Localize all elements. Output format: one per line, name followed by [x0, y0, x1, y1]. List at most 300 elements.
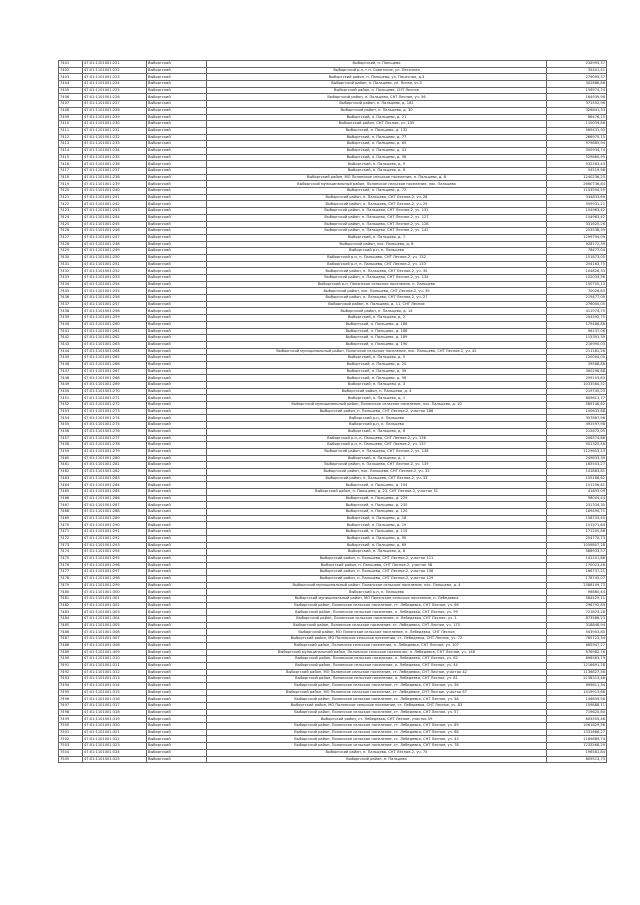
- district-cell: Выборгский: [147, 509, 207, 516]
- cadastral-value-cell: 1189889,74: [547, 736, 607, 743]
- address-cell: Выборгский, п. Пальцево, д. 65: [207, 141, 547, 148]
- table-row: [59, 723, 607, 730]
- cadastral-value-cell: 170023,46: [547, 562, 607, 569]
- cadastral-value-cell: 699611,34: [547, 682, 607, 689]
- address-cell: Выборгский район, Полянское сельское поселение, ст. Лебедевка, СНТ Лесное, уч. 78: [207, 743, 547, 750]
- row-number-cell: 7452: [59, 402, 83, 409]
- cadastral-value-cell: 154963,42: [547, 214, 607, 221]
- cadastral-value-cell: 809611,77: [547, 395, 607, 402]
- cadastral-value-cell: 1233568,29: [547, 743, 607, 750]
- table-row: [59, 301, 607, 308]
- row-number-cell: 7475: [59, 555, 83, 562]
- table-row: [59, 756, 607, 763]
- address-cell: Выборгский р-н, п. Пальцево, СНТ Лесное-2, уч. 137: [207, 442, 547, 449]
- cadastral-number-cell: 47:01:1101001:296: [83, 562, 147, 569]
- cadastral-value-cell: 1419913,66: [547, 689, 607, 696]
- address-cell: Выборгский район, п. Пальцево, СНТ Лесное-2, уч. 128: [207, 221, 547, 228]
- table-row: [59, 341, 607, 348]
- row-number-cell: 7416: [59, 161, 83, 168]
- address-cell: Выборгский, п. Пальцево, д. 90: [207, 535, 547, 542]
- address-cell: Выборгский район, п. Пальцево, СНТ Лесное-2, уч. 35: [207, 268, 547, 275]
- cadastral-value-cell: 41893,09: [547, 489, 607, 496]
- district-cell: Выборгский: [147, 188, 207, 195]
- cadastral-value-cell: 100633,88: [547, 408, 607, 415]
- table-row: [59, 147, 607, 154]
- district-cell: Выборгский: [147, 221, 207, 228]
- address-cell: Выборгский, п. Пальцево, д. 132: [207, 127, 547, 134]
- table-row: [59, 482, 607, 489]
- cadastral-number-cell: 47:01:1101001:226: [83, 94, 147, 101]
- row-number-cell: 7421: [59, 194, 83, 201]
- row-number-cell: 7435: [59, 288, 83, 295]
- cadastral-value-cell: 234993,37: [547, 61, 607, 68]
- cadastral-number-cell: 47:01:1101001:321: [83, 729, 147, 736]
- cadastral-value-cell: 279095,37: [547, 74, 607, 81]
- address-cell: Выборгский, п. Пальцево, д. 56: [207, 375, 547, 382]
- row-number-cell: 7434: [59, 281, 83, 288]
- row-number-cell: 7441: [59, 328, 83, 335]
- cadastral-number-cell: 47:01:1101001:235: [83, 154, 147, 161]
- row-number-cell: 7417: [59, 168, 83, 175]
- cadastral-value-cell: 151571,64: [547, 522, 607, 529]
- row-number-cell: 7405: [59, 87, 83, 94]
- district-cell: Выборгский: [147, 375, 207, 382]
- district-cell: Выборгский: [147, 194, 207, 201]
- district-cell: Выборгский: [147, 656, 207, 663]
- district-cell: Выборгский: [147, 81, 207, 88]
- cadastral-value-cell: 785723,34: [547, 636, 607, 643]
- cadastral-number-cell: 47:01:1101001:283: [83, 475, 147, 482]
- row-number-cell: 7438: [59, 308, 83, 315]
- address-cell: Выборгский район, п. Пальцево, СНТ Лесное-2, уч. 127: [207, 214, 547, 221]
- table-row: [59, 328, 607, 335]
- cadastral-number-cell: 47:01:1101001:257: [83, 301, 147, 308]
- cadastral-number-cell: 47:01:1101001:313: [83, 676, 147, 683]
- cadastral-value-cell: 219477,09: [547, 295, 607, 302]
- row-number-cell: 7409: [59, 114, 83, 121]
- district-cell: Выборгский: [147, 321, 207, 328]
- district-cell: Выборгский: [147, 154, 207, 161]
- cadastral-number-cell: 47:01:1101001:320: [83, 723, 147, 730]
- cadastral-value-cell: 159166,62: [547, 475, 607, 482]
- address-cell: Выборгский, п. Пальцево, д. 1: [207, 395, 547, 402]
- cadastral-number-cell: 47:01:1101001:288: [83, 509, 147, 516]
- address-cell: Выборгский, п. Пальцево, д. 19: [207, 522, 547, 529]
- table-row: [59, 254, 607, 261]
- table-row: [59, 201, 607, 208]
- address-cell: Выборгский район, п. Пальцево, д. 23, СНТ Лесное-2, участок 31: [207, 489, 547, 496]
- address-cell: Выборгский район, Полянское сельское поселение, ст. Лебедевка, СНТ Лесное, уч. 36: [207, 682, 547, 689]
- row-number-cell: 7458: [59, 442, 83, 449]
- cadastral-number-cell: 47:01:1101001:237: [83, 168, 147, 175]
- cadastral-number-cell: 47:01:1101001:318: [83, 709, 147, 716]
- cadastral-number-cell: 47:01:1101001:221: [83, 61, 147, 68]
- row-number-cell: 7430: [59, 254, 83, 261]
- cadastral-number-cell: 47:01:1101001:281: [83, 462, 147, 469]
- table-row: [59, 709, 607, 716]
- cadastral-number-cell: 47:01:1101001:252: [83, 268, 147, 275]
- table-row: [59, 107, 607, 114]
- row-number-cell: 7472: [59, 535, 83, 542]
- table-row: [59, 402, 607, 409]
- table-row: [59, 562, 607, 569]
- cadastral-value-cell: 543903,80: [547, 629, 607, 636]
- cadastral-value-cell: 259103,83: [547, 375, 607, 382]
- district-cell: Выборгский: [147, 729, 207, 736]
- district-cell: Выборгский: [147, 181, 207, 188]
- district-cell: Выборгский: [147, 388, 207, 395]
- district-cell: Выборгский: [147, 448, 207, 455]
- address-cell: Выборгский район, п. Пальцево, д. 11, СНТ Лесное: [207, 301, 547, 308]
- row-number-cell: 7494: [59, 682, 83, 689]
- district-cell: Выборгский: [147, 569, 207, 576]
- row-number-cell: 7406: [59, 94, 83, 101]
- district-cell: Выборгский: [147, 629, 207, 636]
- cadastral-value-cell: 211181,26: [547, 348, 607, 355]
- district-cell: Выборгский: [147, 74, 207, 81]
- cadastral-value-cell: 254163,75: [547, 261, 607, 268]
- district-cell: Выборгский: [147, 468, 207, 475]
- row-number-cell: 7425: [59, 221, 83, 228]
- row-number-cell: 7448: [59, 375, 83, 382]
- district-cell: Выборгский: [147, 475, 207, 482]
- cadastral-number-cell: 47:01:1101001:243: [83, 208, 147, 215]
- address-cell: Выборгский муниципальный район, Полянское сельское поселение, пос. Пальцево, д. 4: [207, 582, 547, 589]
- cadastral-number-cell: 47:01:1101001:284: [83, 482, 147, 489]
- district-cell: Выборгский: [147, 275, 207, 282]
- district-cell: Выборгский: [147, 208, 207, 215]
- address-cell: Выборгский район, п. Пальцево, ул. Ясная, уч.5: [207, 81, 547, 88]
- cadastral-number-cell: 47:01:1101001:261: [83, 328, 147, 335]
- cadastral-value-cell: 164939,98: [547, 94, 607, 101]
- address-cell: Выборгский р-н, п. Пальцево: [207, 589, 547, 596]
- cadastral-value-cell: 35401,51: [547, 67, 607, 74]
- row-number-cell: 7492: [59, 669, 83, 676]
- address-cell: Выборгский район, Полянское сельское поселение, ст. Лебедевка, СНТ Лесное, уч. 38: [207, 696, 547, 703]
- table-row: [59, 622, 607, 629]
- district-cell: Выборгский: [147, 147, 207, 154]
- cadastral-number-cell: 47:01:1101001:230: [83, 121, 147, 128]
- address-cell: Выборгский район, МО Полянское сельское поселение, п. Пальцево, д. 8: [207, 174, 547, 181]
- district-cell: Выборгский: [147, 214, 207, 221]
- district-cell: Выборгский: [147, 261, 207, 268]
- table-row: [59, 348, 607, 355]
- district-cell: Выборгский: [147, 682, 207, 689]
- district-cell: Выборгский: [147, 174, 207, 181]
- cadastral-number-cell: 47:01:1101001:287: [83, 502, 147, 509]
- table-row: [59, 602, 607, 609]
- district-cell: Выборгский: [147, 562, 207, 569]
- district-cell: Выборгский: [147, 602, 207, 609]
- row-number-cell: 7483: [59, 609, 83, 616]
- district-cell: Выборгский: [147, 542, 207, 549]
- cadastral-number-cell: 47:01:1101001:232: [83, 134, 147, 141]
- cadastral-number-cell: 47:01:1101001:292: [83, 535, 147, 542]
- district-cell: Выборгский: [147, 422, 207, 429]
- row-number-cell: 7473: [59, 542, 83, 549]
- cadastral-value-cell: 411974,75: [547, 308, 607, 315]
- cadastral-value-cell: 1216691,28: [547, 662, 607, 669]
- cadastral-number-cell: 47:01:1101001:236: [83, 161, 147, 168]
- row-number-cell: 7502: [59, 736, 83, 743]
- district-cell: Выборгский: [147, 529, 207, 536]
- address-cell: Выборгский, п. Пальцево, д. 69: [207, 542, 547, 549]
- table-row: [59, 549, 607, 556]
- district-cell: Выборгский: [147, 234, 207, 241]
- district-cell: Выборгский: [147, 555, 207, 562]
- table-row: [59, 382, 607, 389]
- address-cell: Выборгский район, п. Пальцево, СНТ Лесное-2, уч. 131: [207, 208, 547, 215]
- cadastral-value-cell: 318848,94: [547, 622, 607, 629]
- cadastral-value-cell: 70026,85: [547, 288, 607, 295]
- row-number-cell: 7482: [59, 602, 83, 609]
- district-cell: Выборгский: [147, 609, 207, 616]
- address-cell: Выборгский р-н, п. Пальцево, СНТ Лесное-2, уч. 133: [207, 261, 547, 268]
- cadastral-value-cell: 532263,44: [547, 161, 607, 168]
- row-number-cell: 7455: [59, 422, 83, 429]
- cadastral-number-cell: 47:01:1101001:272: [83, 402, 147, 409]
- address-cell: Выборгский район, МО Полянское сельское поселение, п. Лебедевка, СНТ Лесное: [207, 629, 547, 636]
- table-row: [59, 87, 607, 94]
- row-number-cell: 7447: [59, 368, 83, 375]
- address-cell: Выборгский район, Полянское сельское поселение, п. Лебедевка, СНТ Лесное, уч. 44: [207, 662, 547, 669]
- district-cell: Выборгский: [147, 589, 207, 596]
- district-cell: Выборгский: [147, 402, 207, 409]
- table-row: [59, 616, 607, 623]
- cadastral-number-cell: 47:01:1101001:307: [83, 636, 147, 643]
- district-cell: Выборгский: [147, 341, 207, 348]
- address-cell: Выборгский район, п. Пальцево, д. 4: [207, 388, 547, 395]
- cadastral-value-cell: 576982,76: [547, 649, 607, 656]
- cadastral-value-cell: 685947,27: [547, 642, 607, 649]
- cadastral-number-cell: 47:01:1101001:299: [83, 582, 147, 589]
- table-row: [59, 589, 607, 596]
- cadastral-number-cell: 47:01:1101001:229: [83, 114, 147, 121]
- cadastral-value-cell: 357887,96: [547, 415, 607, 422]
- address-cell: Выборгский р-н, п. Пальцево: [207, 422, 547, 429]
- address-cell: Выборгский район, Полянское сельское поселение, п. Лебедевка, СНТ Лесное, уч. 99: [207, 609, 547, 616]
- table-row: [59, 649, 607, 656]
- district-cell: Выборгский: [147, 716, 207, 723]
- table-row: [59, 682, 607, 689]
- address-cell: Выборгский район, п. Пальцево, СНТ Лесное-2, уч. 74: [207, 749, 547, 756]
- cadastral-value-cell: 96137,06: [547, 328, 607, 335]
- district-cell: Выборгский: [147, 749, 207, 756]
- cadastral-number-cell: 47:01:1101001:293: [83, 542, 147, 549]
- district-cell: Выборгский: [147, 736, 207, 743]
- row-number-cell: 7450: [59, 388, 83, 395]
- row-number-cell: 7463: [59, 475, 83, 482]
- cadastral-number-cell: 47:01:1101001:259: [83, 315, 147, 322]
- district-cell: Выборгский: [147, 288, 207, 295]
- row-number-cell: 7415: [59, 154, 83, 161]
- cadastral-value-cell: 809513,73: [547, 756, 607, 763]
- cadastral-number-cell: 47:01:1101001:242: [83, 201, 147, 208]
- district-cell: Выборгский: [147, 502, 207, 509]
- cadastral-value-cell: 115391,39: [547, 335, 607, 342]
- row-number-cell: 7486: [59, 629, 83, 636]
- table-row: [59, 408, 607, 415]
- address-cell: Выборгский район, п. Пальцево, СНТ Лесное-2, участок 111: [207, 555, 547, 562]
- row-number-cell: 7491: [59, 662, 83, 669]
- row-number-cell: 7461: [59, 462, 83, 469]
- table-row: [59, 228, 607, 235]
- address-cell: Выборгский район, п. Пальцево, СНТ Лесное: [207, 87, 547, 94]
- cadastral-number-cell: 47:01:1101001:256: [83, 295, 147, 302]
- table-row: [59, 736, 607, 743]
- district-cell: Выборгский: [147, 395, 207, 402]
- district-cell: Выборгский: [147, 522, 207, 529]
- cadastral-value-cell: 154963,42: [547, 208, 607, 215]
- district-cell: Выборгский: [147, 161, 207, 168]
- table-row: [59, 642, 607, 649]
- district-cell: Выборгский: [147, 67, 207, 74]
- cadastral-value-cell: 1103594,55: [547, 188, 607, 195]
- table-row: [59, 582, 607, 589]
- cadastral-number-cell: 47:01:1101001:300: [83, 589, 147, 596]
- cadastral-number-cell: 47:01:1101001:244: [83, 214, 147, 221]
- district-cell: Выборгский: [147, 408, 207, 415]
- cadastral-number-cell: 47:01:1101001:295: [83, 555, 147, 562]
- district-cell: Выборгский: [147, 308, 207, 315]
- address-cell: Выборгский район, п. Пальцево, СНТ Лесное-2, уч. 139: [207, 462, 547, 469]
- row-number-cell: 7498: [59, 709, 83, 716]
- row-number-cell: 7480: [59, 589, 83, 596]
- table-row: [59, 422, 607, 429]
- table-row: [59, 716, 607, 723]
- cadastral-number-cell: 47:01:1101001:275: [83, 422, 147, 429]
- row-number-cell: 7474: [59, 549, 83, 556]
- row-number-cell: 7440: [59, 321, 83, 328]
- table-row: [59, 214, 607, 221]
- row-number-cell: 7407: [59, 101, 83, 108]
- table-row: [59, 174, 607, 181]
- district-cell: Выборгский: [147, 489, 207, 496]
- cadastral-number-cell: 47:01:1101001:263: [83, 341, 147, 348]
- cadastral-number-cell: 47:01:1101001:280: [83, 455, 147, 462]
- row-number-cell: 7423: [59, 208, 83, 215]
- district-cell: Выборгский: [147, 382, 207, 389]
- district-cell: Выборгский: [147, 355, 207, 362]
- table-row: [59, 188, 607, 195]
- address-cell: Выборгский, п. Пальцево: [207, 61, 547, 68]
- district-cell: Выборгский: [147, 442, 207, 449]
- address-cell: Выборгский район, МО Полянское сельское поселение, ст. Лебедевка, СНТ Лесное, уч. 83: [207, 703, 547, 710]
- address-cell: Выборгский район, СНТ Лесное, уч. 135: [207, 121, 547, 128]
- address-cell: Выборгский район, пос. Пальцево, СНТ Лесное-2, уч. 32: [207, 468, 547, 475]
- cadastral-number-cell: 47:01:1101001:289: [83, 515, 147, 522]
- cadastral-number-cell: 47:01:1101001:290: [83, 522, 147, 529]
- cadastral-value-cell: 219745,23: [547, 388, 607, 395]
- row-number-cell: 7497: [59, 703, 83, 710]
- district-cell: Выборгский: [147, 134, 207, 141]
- address-cell: Выборгский, п. Пальцево, д. 7: [207, 234, 547, 241]
- cadastral-number-cell: 47:01:1101001:222: [83, 67, 147, 74]
- district-cell: Выборгский: [147, 141, 207, 148]
- row-number-cell: 7428: [59, 241, 83, 248]
- address-cell: Выборгский р-н, п. Пальцево, СНТ Лесное-2, уч. 136: [207, 435, 547, 442]
- table-row: [59, 321, 607, 328]
- address-cell: Выборгский, п. Пальцево, д. 189: [207, 335, 547, 342]
- table-row: [59, 703, 607, 710]
- row-number-cell: 7462: [59, 468, 83, 475]
- cadastral-value-cell: 150755,13: [547, 281, 607, 288]
- row-number-cell: 7433: [59, 275, 83, 282]
- address-cell: Выборгский р-н, п. Пальцево: [207, 415, 547, 422]
- district-cell: Выборгский: [147, 596, 207, 603]
- row-number-cell: 7454: [59, 415, 83, 422]
- row-number-cell: 7467: [59, 502, 83, 509]
- table-row: [59, 308, 607, 315]
- table-row: [59, 502, 607, 509]
- address-cell: Выборгский р-н, п. Пальцево: [207, 248, 547, 255]
- address-cell: Выборгский район, п. Пальцево, СНТ Лесное-2, уч. 134: [207, 275, 547, 282]
- address-cell: Выборгский район, п. Пальцево, СНТ Лесное-2, уч. 138: [207, 448, 547, 455]
- address-cell: Выборгский район, Полянское сельское поселение, п. Лебедевка, СНТ Лесное, уч. 107: [207, 642, 547, 649]
- district-cell: Выборгский: [147, 328, 207, 335]
- table-row: [59, 295, 607, 302]
- cadastral-value-cell: 104826,33: [547, 268, 607, 275]
- cadastral-number-cell: 47:01:1101001:317: [83, 703, 147, 710]
- cadastral-number-cell: 47:01:1101001:262: [83, 335, 147, 342]
- district-cell: Выборгский: [147, 101, 207, 108]
- cadastral-value-cell: 588933,57: [547, 549, 607, 556]
- cadastral-value-cell: 254770,73: [547, 535, 607, 542]
- district-cell: Выборгский: [147, 61, 207, 68]
- district-cell: Выборгский: [147, 482, 207, 489]
- table-row: [59, 509, 607, 516]
- district-cell: Выборгский: [147, 281, 207, 288]
- cadastral-number-cell: 47:01:1101001:304: [83, 616, 147, 623]
- district-cell: Выборгский: [147, 662, 207, 669]
- address-cell: Выборгский муниципальный район, Полянское сельское поселение, пос. Пальцево, СНТ Лесное-2, уч. 42: [207, 348, 547, 355]
- cadastral-number-cell: 47:01:1101001:269: [83, 382, 147, 389]
- row-number-cell: 7505: [59, 756, 83, 763]
- row-number-cell: 7481: [59, 596, 83, 603]
- address-cell: Выборгский район, п. Пальцево, СНТ Лесное-2, уч. 33: [207, 475, 547, 482]
- cadastral-number-cell: 47:01:1101001:315: [83, 689, 147, 696]
- row-number-cell: 7499: [59, 716, 83, 723]
- cadastral-number-cell: 47:01:1101001:302: [83, 602, 147, 609]
- address-cell: Выборгский район, п. Пальцево, д. 181: [207, 101, 547, 108]
- cadastral-number-cell: 47:01:1101001:309: [83, 649, 147, 656]
- cadastral-number-cell: 47:01:1101001:245: [83, 221, 147, 228]
- address-cell: Выборгский муниципальный район, Полянское сельское поселение, пос. Пальцево, д. 10: [207, 402, 547, 409]
- district-cell: Выборгский: [147, 689, 207, 696]
- cadastral-value-cell: 159888,11: [547, 703, 607, 710]
- address-cell: Выборгский район, п. Пальцево, СНТ Лесное-2, уч. 28: [207, 194, 547, 201]
- district-cell: Выборгский: [147, 295, 207, 302]
- cadastral-value-cell: 151256,81: [547, 482, 607, 489]
- cadastral-value-cell: 141883,81: [547, 468, 607, 475]
- row-number-cell: 7488: [59, 642, 83, 649]
- cadastral-number-cell: 47:01:1101001:276: [83, 428, 147, 435]
- table-row: [59, 749, 607, 756]
- table-row: [59, 388, 607, 395]
- row-number-cell: 7403: [59, 74, 83, 81]
- address-cell: Выборгский район, пос. Пальцево, СНТ Лесное-2, уч. 39: [207, 288, 547, 295]
- table-row: [59, 662, 607, 669]
- cadastral-value-cell: 589148,62: [547, 402, 607, 409]
- row-number-cell: 7471: [59, 529, 83, 536]
- cadastral-value-cell: 371552,96: [547, 101, 607, 108]
- address-cell: Выборгский, п. Пальцево, д. 235: [207, 502, 547, 509]
- table-row: [59, 542, 607, 549]
- cadastral-value-cell: 206574,86: [547, 435, 607, 442]
- table-row: [59, 448, 607, 455]
- cadastral-number-cell: 47:01:1101001:223: [83, 74, 147, 81]
- row-number-cell: 7427: [59, 234, 83, 241]
